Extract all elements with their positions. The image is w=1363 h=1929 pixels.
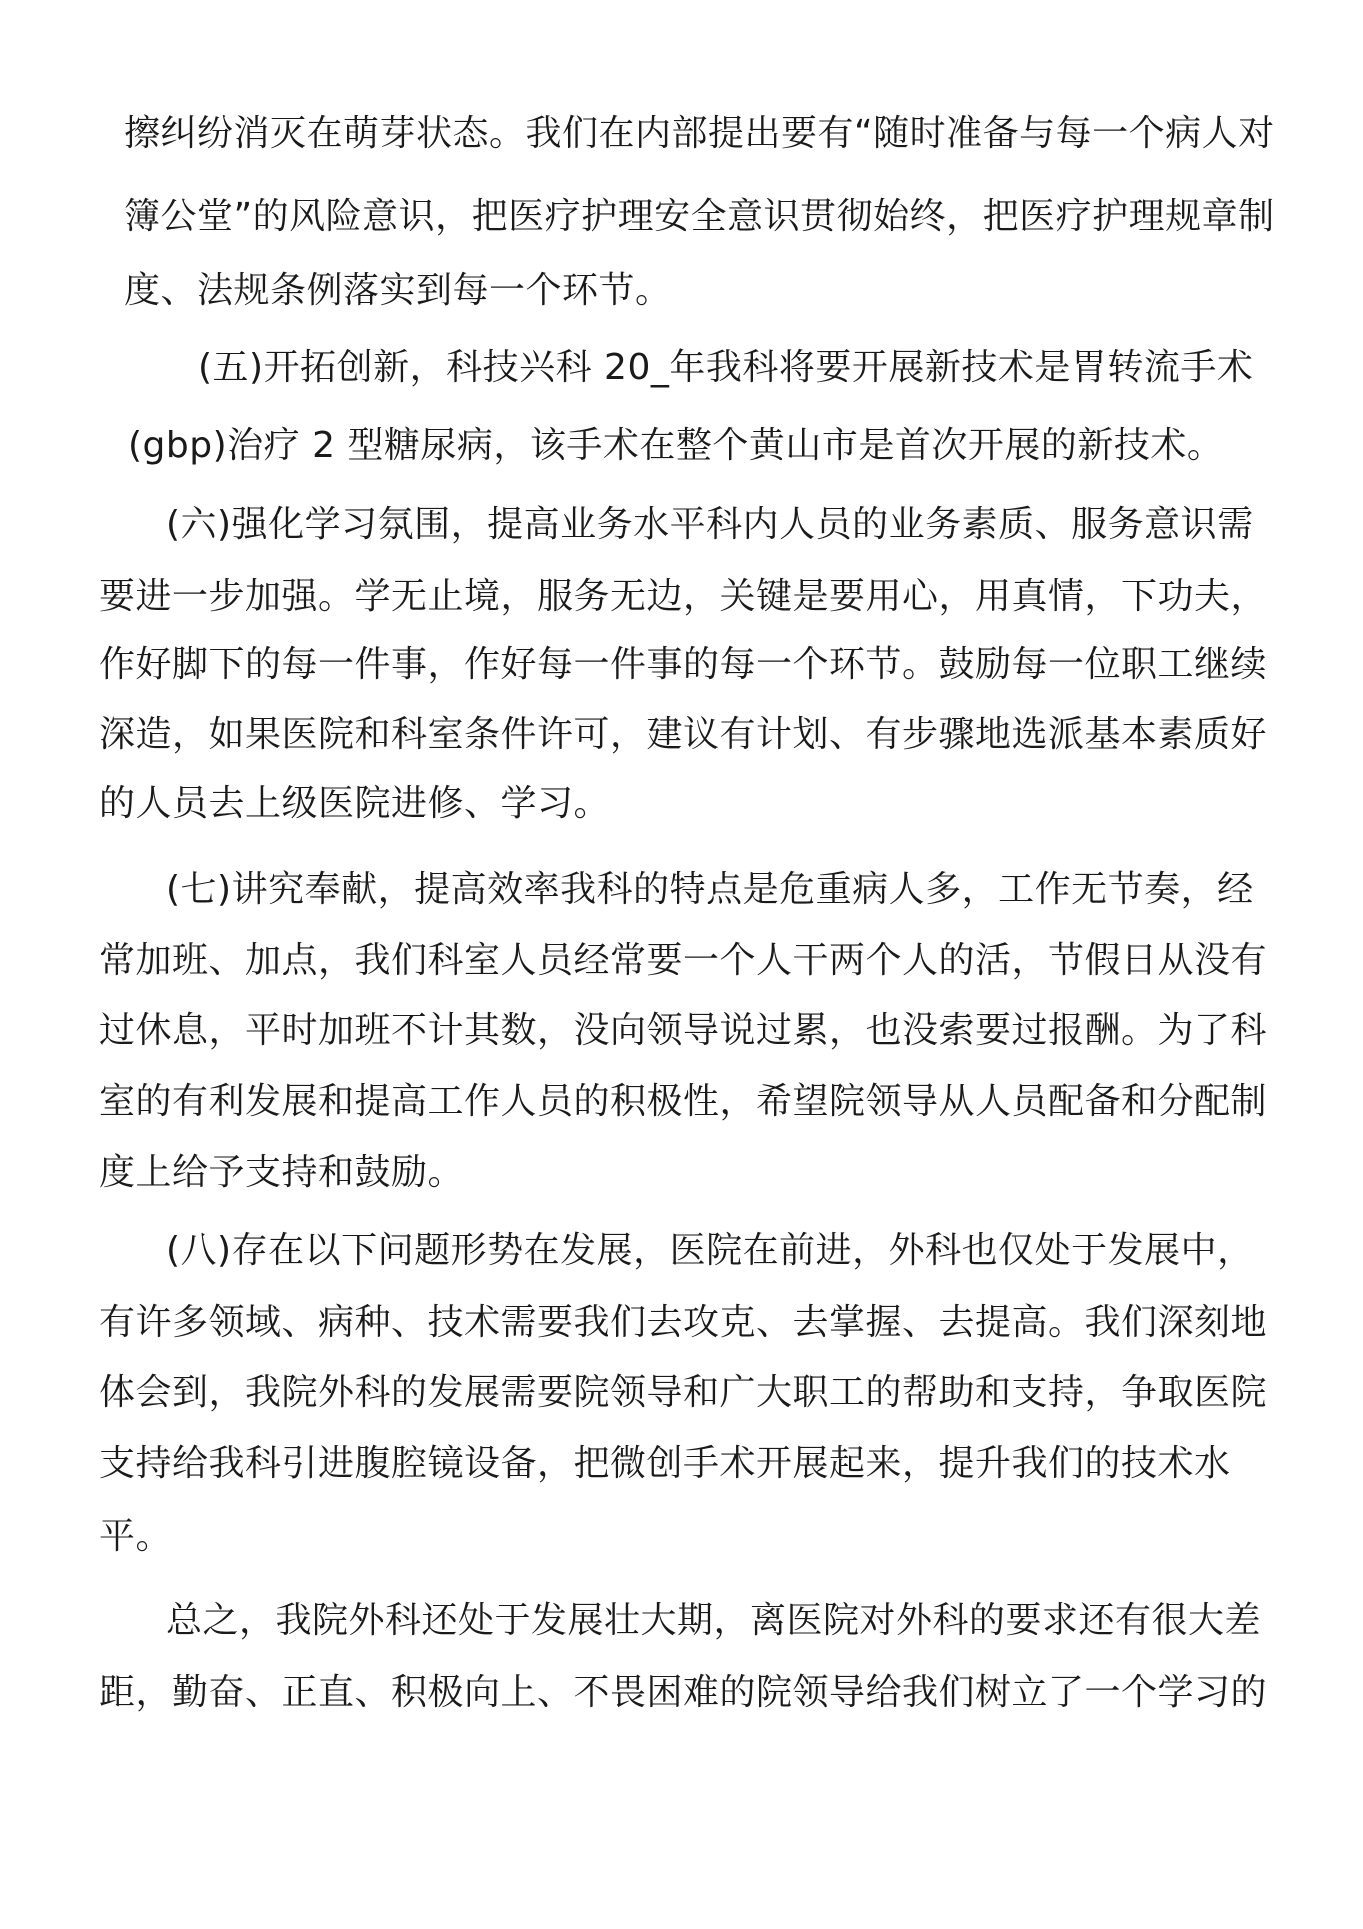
text-line: 支持给我科引进腹腔镜设备，把微创手术开展起来，提升我们的技术水 xyxy=(99,1443,1231,1484)
text-line: (七)讲究奉献，提高效率我科的特点是危重病人多，工作无节奏，经 xyxy=(166,869,1254,910)
text-line: 有许多领域、病种、技术需要我们去攻克、去掌握、去提高。我们深刻地 xyxy=(99,1302,1268,1343)
text-line: 要进一步加强。学无止境，服务无边，关键是要用心，用真情，下功夫， xyxy=(99,576,1268,617)
text-line: 体会到，我院外科的发展需要院领导和广大职工的帮助和支持，争取医院 xyxy=(99,1372,1268,1413)
text-line: 度上给予支持和鼓励。 xyxy=(99,1152,465,1193)
text-line: 簿公堂”的风险意识，把医疗护理安全意识贯彻始终，把医疗护理规章制 xyxy=(124,196,1275,237)
text-line: (gbp)治疗 2 型糖尿病，该手术在整个黄山市是首次开展的新技术。 xyxy=(128,425,1224,466)
text-line: 总之，我院外科还处于发展壮大期，离医院对外科的要求还有很大差 xyxy=(166,1600,1262,1641)
text-line: 距，勤奋、正直、积极向上、不畏困难的院领导给我们树立了一个学习的 xyxy=(99,1672,1268,1713)
text-line: 平。 xyxy=(99,1516,173,1557)
text-line: 常加班、加点，我们科室人员经常要一个人干两个人的活，节假日从没有 xyxy=(99,940,1268,981)
text-line: 室的有利发展和提高工作人员的积极性，希望院领导从人员配备和分配制 xyxy=(99,1081,1268,1122)
text-line: (八)存在以下问题形势在发展，医院在前进，外科也仅处于发展中， xyxy=(166,1230,1254,1271)
text-line: (六)强化学习氛围，提高业务水平科内人员的业务素质、服务意识需 xyxy=(166,504,1254,545)
text-line: 度、法规条例落实到每一个环节。 xyxy=(124,270,672,311)
text-line: 深造，如果医院和科室条件许可，建议有计划、有步骤地选派基本素质好 xyxy=(99,714,1268,755)
text-line: (五)开拓创新，科技兴科 20_年我科将要开展新技术是胃转流手术 xyxy=(198,347,1254,388)
text-line: 的人员去上级医院进修、学习。 xyxy=(99,783,611,824)
text-line: 擦纠纷消灭在萌芽状态。我们在内部提出要有“随时准备与每一个病人对 xyxy=(124,113,1275,154)
text-line: 作好脚下的每一件事，作好每一件事的每一个环节。鼓励每一位职工继续 xyxy=(99,644,1268,685)
text-line: 过休息，平时加班不计其数，没向领导说过累，也没索要过报酬。为了科 xyxy=(99,1010,1268,1051)
